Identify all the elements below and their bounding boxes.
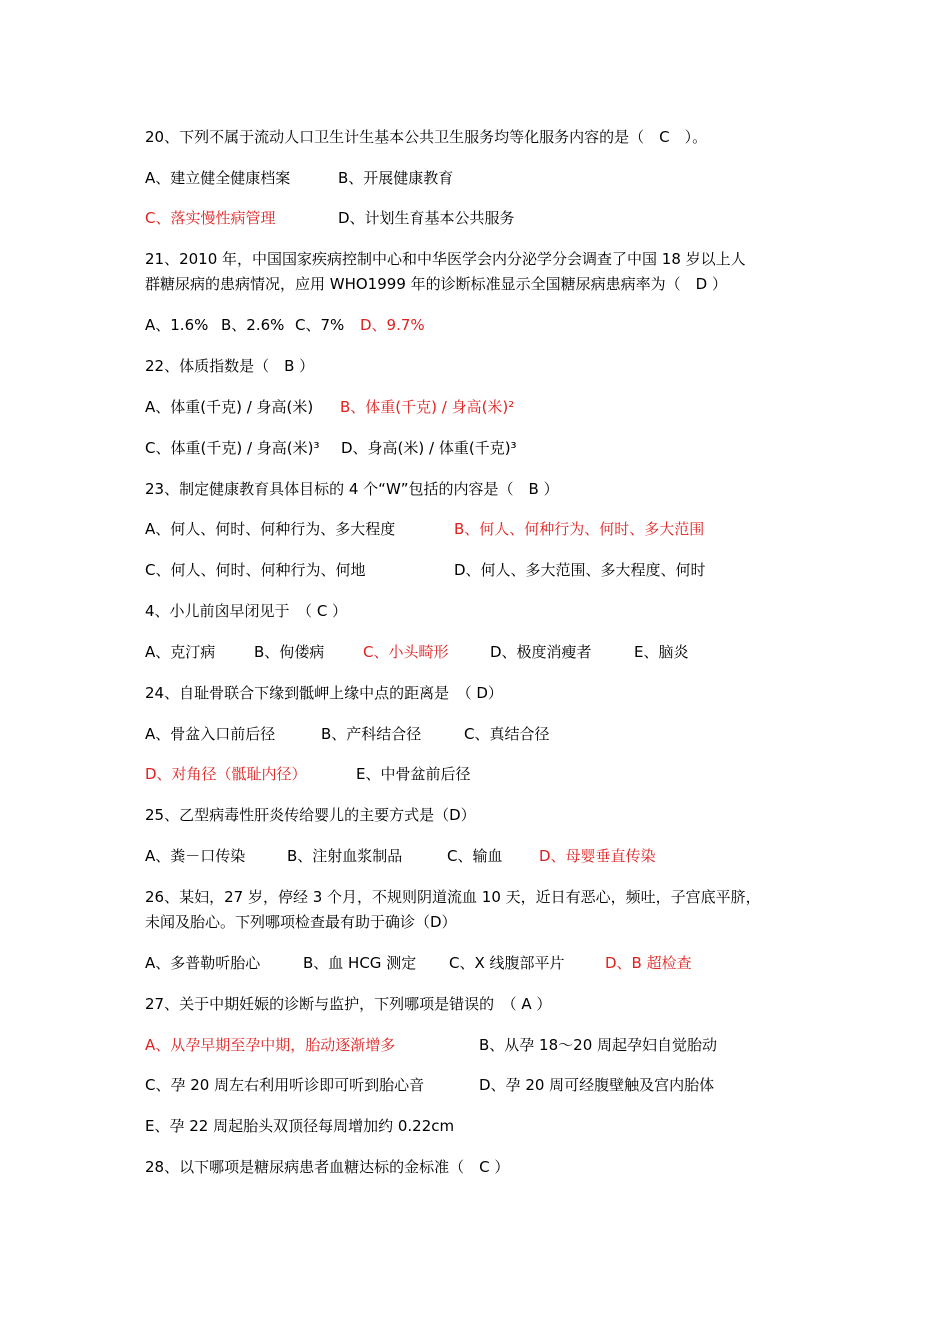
question-28-stem: 28、以下哪项是糖尿病患者血糖达标的金标准（ C ） [145, 1158, 510, 1176]
question-27-options-row-1 [145, 1035, 845, 1055]
question-20-options-row-2 [145, 208, 845, 228]
question-27-option-e: E、孕 22 周起胎头双顶径每周增加约 0.22cm [145, 1117, 455, 1135]
option-a: A、1.6% [145, 316, 209, 334]
option-b-answer: B、何人、何种行为、何时、多大范围 [454, 520, 705, 538]
option-c: C、孕 20 周左右利用听诊即可听到胎心音 [145, 1076, 425, 1094]
question-21-stem-line-1: 21、2010 年，中国国家疾病控制中心和中华医学会内分泌学分会调查了中国 18 岁以上人 [145, 250, 746, 268]
option-e: E、脑炎 [634, 643, 689, 661]
question-23-options-row-2 [145, 560, 845, 580]
option-b: B、佝偻病 [254, 643, 325, 661]
option-a: A、体重(千克) / 身高(米) [145, 398, 314, 416]
question-20-stem: 20、下列不属于流动人口卫生计生基本公共卫生服务均等化服务内容的是（ C ）。 [145, 128, 708, 146]
question-4-options [145, 642, 845, 662]
option-d-answer: D、B 超检查 [605, 954, 692, 972]
question-25-options [145, 846, 845, 866]
option-c: C、真结合径 [464, 725, 550, 743]
option-c: C、何人、何时、何种行为、何地 [145, 561, 366, 579]
question-27-options-row-2 [145, 1075, 845, 1095]
option-c-answer: C、落实慢性病管理 [145, 209, 276, 227]
question-21-options [145, 315, 845, 335]
option-d: D、身高(米) / 体重(千克)³ [341, 439, 517, 457]
option-a: A、克汀病 [145, 643, 216, 661]
question-22-options-row-1 [145, 397, 845, 417]
question-26-options [145, 953, 845, 973]
option-a: A、骨盆入口前后径 [145, 725, 276, 743]
question-23-options-row-1 [145, 519, 845, 539]
option-d: D、计划生育基本公共服务 [338, 209, 515, 227]
option-d: D、孕 20 周可经腹壁触及宫内胎体 [479, 1076, 715, 1094]
question-24-options-row-1 [145, 724, 845, 744]
question-22-options-row-2 [145, 438, 845, 458]
option-b: B、2.6% [221, 316, 285, 334]
option-d-answer: D、对角径（骶耻内径） [145, 765, 307, 783]
option-a: A、建立健全健康档案 [145, 169, 291, 187]
question-24-options-row-2 [145, 764, 845, 784]
option-c-answer: C、小头畸形 [363, 643, 449, 661]
option-d-answer: D、9.7% [360, 316, 425, 334]
question-20-options-row-1 [145, 168, 845, 188]
option-a: A、粪－口传染 [145, 847, 246, 865]
option-c: C、X 线腹部平片 [449, 954, 565, 972]
option-c: C、输血 [447, 847, 503, 865]
question-22-stem: 22、体质指数是（ B ） [145, 357, 315, 375]
option-e: E、中骨盆前后径 [356, 765, 471, 783]
question-27-stem: 27、关于中期妊娠的诊断与监护，下列哪项是错误的 （ A ） [145, 995, 552, 1013]
option-a: A、多普勒听胎心 [145, 954, 261, 972]
option-b-answer: B、体重(千克) / 身高(米)² [340, 398, 515, 416]
option-a-answer: A、从孕早期至孕中期，胎动逐渐增多 [145, 1036, 396, 1054]
question-26-stem-line-1: 26、某妇，27 岁，停经 3 个月，不规则阴道流血 10 天，近日有恶心，频吐，子宫底平脐， [145, 888, 761, 906]
option-d: D、极度消瘦者 [490, 643, 592, 661]
question-23-stem: 23、制定健康教育具体目标的 4 个“W”包括的内容是（ B ） [145, 480, 559, 498]
question-24-stem: 24、自耻骨联合下缘到骶岬上缘中点的距离是 （ D） [145, 684, 503, 702]
question-21-stem-line-2: 群糖尿病的患病情况，应用 WHO1999 年的诊断标准显示全国糖尿病患病率为（ D ） [145, 275, 727, 293]
question-26-stem-line-2: 未闻及胎心。下列哪项检查最有助于确诊（D） [145, 913, 457, 931]
option-b: B、注射血浆制品 [287, 847, 403, 865]
option-b: B、开展健康教育 [338, 169, 454, 187]
question-4-stem: 4、小儿前囟早闭见于 （ C ） [145, 602, 348, 620]
option-a: A、何人、何时、何种行为、多大程度 [145, 520, 396, 538]
option-b: B、血 HCG 测定 [303, 954, 417, 972]
option-c: C、体重(千克) / 身高(米)³ [145, 439, 320, 457]
option-b: B、产科结合径 [321, 725, 422, 743]
option-c: C、7% [295, 316, 345, 334]
option-d-answer: D、母婴垂直传染 [539, 847, 656, 865]
option-d: D、何人、多大范围、多大程度、何时 [454, 561, 706, 579]
question-25-stem: 25、乙型病毒性肝炎传给婴儿的主要方式是（D） [145, 806, 476, 824]
option-b: B、从孕 18～20 周起孕妇自觉胎动 [479, 1036, 718, 1054]
